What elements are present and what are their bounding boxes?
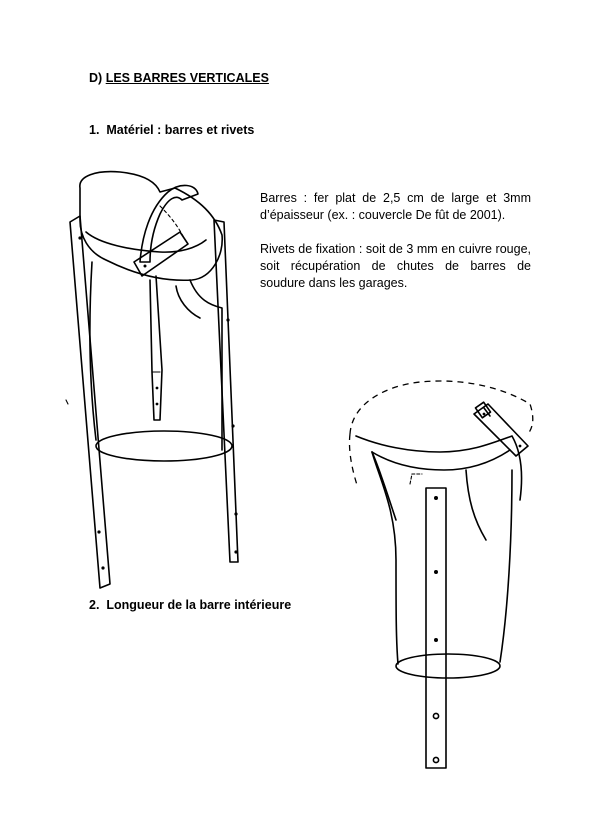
subsection-2-title: Longueur de la barre intérieure — [106, 598, 292, 612]
paragraph-barres: Barres : fer plat de 2,5 cm de large et 3mm d’épaisseur (ex. : couvercle De fût de 2001). — [260, 191, 531, 222]
subsection-1-number: 1. — [89, 123, 100, 137]
section-letter: D) — [89, 71, 103, 85]
subsection-2-number: 2. — [89, 598, 100, 612]
paragraph-rivets: Rivets de fixation : soit de 3 mm en cuivre rouge, soit récupération de chutes de barres de soudure dans les garages. — [260, 242, 531, 290]
section-title: LES BARRES VERTICALES — [105, 71, 269, 85]
subsection-1-title: Matériel : barres et rivets — [106, 123, 255, 137]
socket-with-inner-bar-sketch — [349, 381, 532, 768]
prosthesis-socket-with-bars-sketch — [66, 172, 238, 588]
